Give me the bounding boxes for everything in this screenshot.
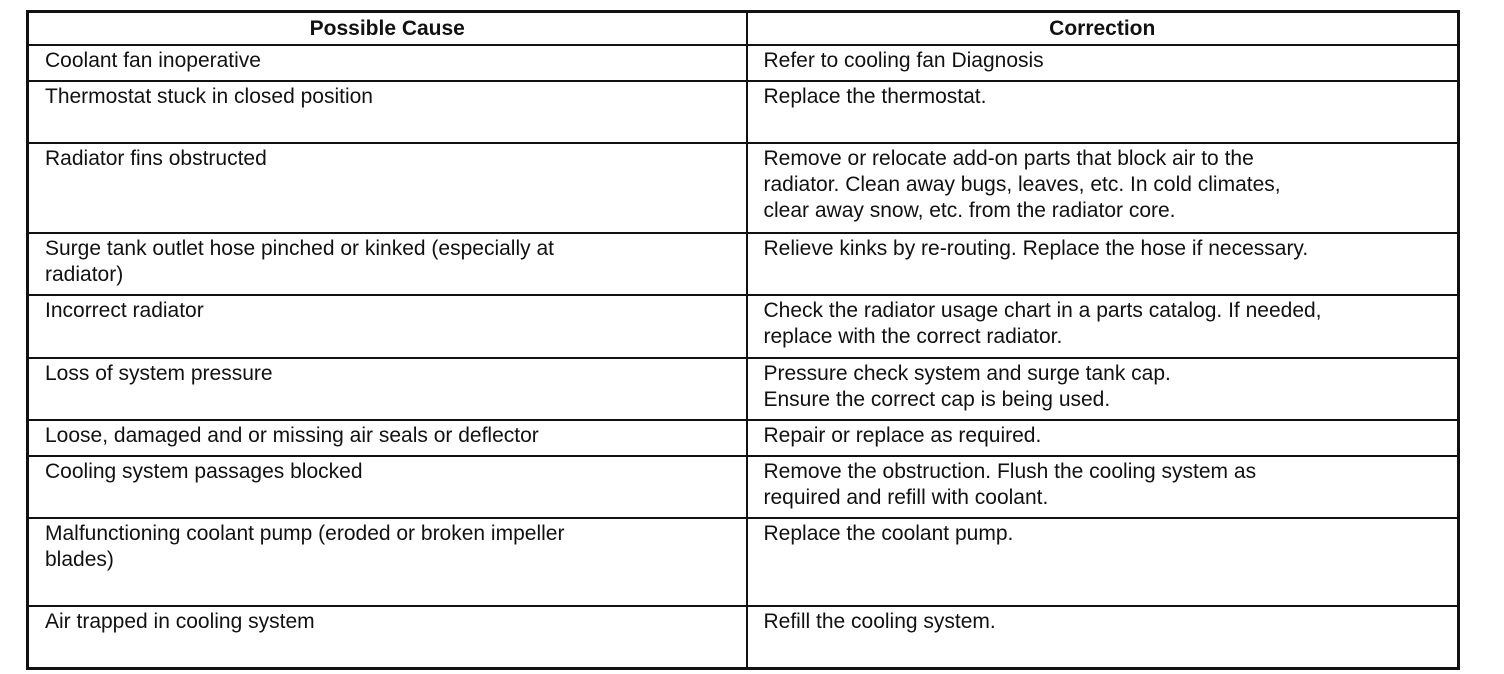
table-row (28, 233, 1459, 295)
table-row (28, 518, 1459, 606)
cause-cell: Radiator fins obstructed (28, 143, 747, 233)
table-row (28, 358, 1459, 420)
table-row (28, 295, 1459, 358)
cause-cell: Loose, damaged and or missing air seals or deflector (28, 420, 747, 456)
correction-cell: Replace the thermostat. (747, 81, 1459, 143)
table-row (28, 606, 1459, 669)
table-row (28, 420, 1459, 456)
correction-cell: Check the radiator usage chart in a parts catalog. If needed, replace with the correct radiator. (747, 295, 1459, 358)
cause-cell: Thermostat stuck in closed position (28, 81, 747, 143)
correction-cell: Remove the obstruction. Flush the cooling system as required and refill with coolant. (747, 456, 1459, 518)
cause-cell: Loss of system pressure (28, 358, 747, 420)
cause-cell: Air trapped in cooling system (28, 606, 747, 669)
table-row (28, 456, 1459, 518)
correction-cell: Refill the cooling system. (747, 606, 1459, 669)
table-row (28, 81, 1459, 143)
table-header-row (28, 12, 1459, 46)
correction-cell: Repair or replace as required. (747, 420, 1459, 456)
header-correction: Correction (747, 12, 1459, 46)
correction-cell: Replace the coolant pump. (747, 518, 1459, 606)
table-row (28, 45, 1459, 81)
cause-cell: Surge tank outlet hose pinched or kinked (especially at radiator) (28, 233, 747, 295)
correction-cell: Refer to cooling fan Diagnosis (747, 45, 1459, 81)
correction-cell: Pressure check system and surge tank cap. Ensure the correct cap is being used. (747, 358, 1459, 420)
header-possible-cause: Possible Cause (28, 12, 747, 46)
correction-cell: Remove or relocate add-on parts that block air to the radiator. Clean away bugs, leaves, etc. In cold climates, clear away snow, etc. from the radiator core. (747, 143, 1459, 233)
cause-cell: Cooling system passages blocked (28, 456, 747, 518)
table-row (28, 143, 1459, 233)
cause-cell: Malfunctioning coolant pump (eroded or broken impeller blades) (28, 518, 747, 606)
cause-cell: Incorrect radiator (28, 295, 747, 358)
correction-cell: Relieve kinks by re-routing. Replace the hose if necessary. (747, 233, 1459, 295)
diagnosis-table (26, 10, 1460, 670)
cause-cell: Coolant fan inoperative (28, 45, 747, 81)
